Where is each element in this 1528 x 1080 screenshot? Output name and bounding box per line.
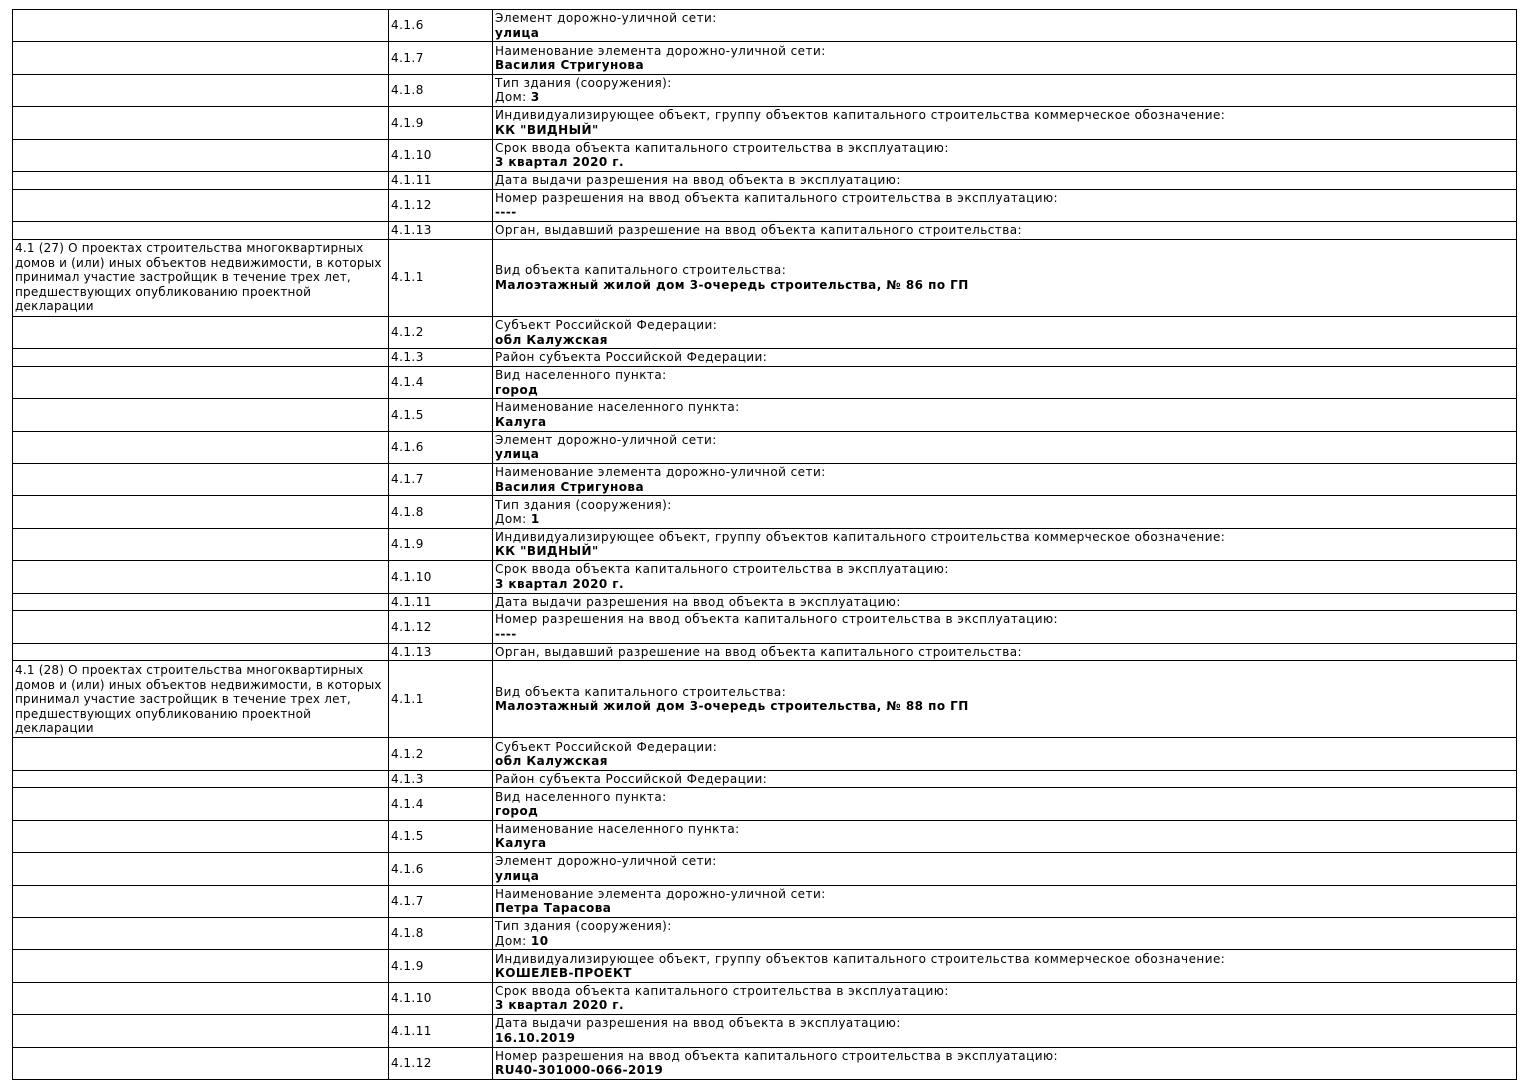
item-label: Орган, выдавший разрешение на ввод объекта капитального строительства: [495,644,1023,659]
section-cell [13,316,389,348]
item-label: Вид объекта капитального строительства: [495,684,787,699]
table-row [13,107,1517,139]
item-code: 4.1.3 [389,349,493,367]
item-content [493,239,1517,316]
item-label: Дата выдачи разрешения на ввод объекта в эксплуатацию: [495,173,901,187]
item-content [493,139,1517,171]
item-label: Элемент дорожно-уличной сети: [495,11,717,26]
item-code: 4.1.5 [389,399,493,431]
item-content [493,1015,1517,1047]
section-cell [13,463,389,495]
item-label: Номер разрешения на ввод объекта капитального строительства в эксплуатацию: [495,612,1059,627]
item-value: Василия Стригунова [495,479,645,494]
item-label: Тип здания (сооружения): [495,497,672,512]
item-value: ---- [495,205,517,220]
section-cell [13,221,389,239]
item-code: 4.1.1 [389,661,493,738]
section-cell [13,738,389,770]
item-content [493,189,1517,221]
table-row [13,528,1517,560]
table-row [13,1015,1517,1047]
item-content [493,917,1517,949]
item-content [493,366,1517,398]
item-content [493,593,1517,611]
item-content [493,74,1517,106]
table-row [13,399,1517,431]
item-content [493,463,1517,495]
item-value: Василия Стригунова [495,58,645,73]
item-label: Дата выдачи разрешения на ввод объекта в эксплуатацию: [495,1016,901,1031]
item-code: 4.1.7 [389,42,493,74]
document-page [12,9,1516,1080]
item-value-line [495,512,1516,527]
item-label: Индивидуализирующее объект, группу объектов капитального строительства коммерческое обозначение: [495,951,1226,966]
item-content [493,643,1517,661]
item-label: Наименование населенного пункта: [495,400,740,415]
table-row [13,770,1517,788]
section-title: 4.1 (27) О проектах строительства многоквартирных домов и (или) иных объектов недвижимости, в которых принимал участие застройщик в течение трех лет, предшествующих опубликованию проектной декларации [15,241,382,314]
table-row [13,593,1517,611]
section-cell [13,74,389,106]
item-label: Вид населенного пункта: [495,789,667,804]
item-code: 4.1.10 [389,139,493,171]
item-label: Район субъекта Российской Федерации: [495,350,768,365]
item-label: Орган, выдавший разрешение на ввод объекта капитального строительства: [495,222,1023,237]
item-code: 4.1.9 [389,950,493,982]
section-cell [13,820,389,852]
section-cell [13,349,389,367]
item-value: Петра Тарасова [495,901,612,916]
item-label: Срок ввода объекта капитального строительства в эксплуатацию: [495,983,949,998]
section-cell [13,1047,389,1079]
item-label: Срок ввода объекта капитального строительства в эксплуатацию: [495,562,949,577]
declaration-table [12,9,1517,1080]
item-value-line [495,934,1516,949]
item-content [493,738,1517,770]
item-label: Наименование элемента дорожно-уличной сети: [495,886,826,901]
item-value: КК "ВИДНЫЙ" [495,122,599,137]
item-value-prefix: Дом: [495,933,527,948]
section-cell [13,643,389,661]
item-label: Наименование элемента дорожно-уличной сети: [495,43,826,58]
item-value: 3 квартал 2020 г. [495,155,625,170]
item-code: 4.1.10 [389,561,493,593]
table-row [13,189,1517,221]
item-value-prefix: Дом: [495,90,527,105]
item-value: RU40-301000-066-2019 [495,1063,664,1078]
item-content [493,399,1517,431]
section-cell [13,885,389,917]
item-value: 1 [530,512,540,527]
table-row [13,561,1517,593]
table-row [13,950,1517,982]
item-value: 3 квартал 2020 г. [495,576,625,591]
item-code: 4.1.2 [389,316,493,348]
table-row [13,42,1517,74]
item-value: обл Калужская [495,332,608,347]
item-code: 4.1.11 [389,1015,493,1047]
item-content [493,431,1517,463]
item-value: Малоэтажный жилой дом 3-очередь строительства, № 88 по ГП [495,699,969,714]
section-cell [13,917,389,949]
table-row [13,643,1517,661]
item-code: 4.1.11 [389,593,493,611]
item-label: Вид объекта капитального строительства: [495,263,787,278]
table-row [13,349,1517,367]
table-row [13,171,1517,189]
item-label: Элемент дорожно-уличной сети: [495,432,717,447]
section-cell [13,788,389,820]
item-label: Тип здания (сооружения): [495,75,672,90]
item-code: 4.1.11 [389,171,493,189]
table-row [13,431,1517,463]
table-row [13,885,1517,917]
item-content [493,982,1517,1014]
item-value: обл Калужская [495,754,608,769]
table-row [13,366,1517,398]
item-code: 4.1.7 [389,463,493,495]
section-cell [13,853,389,885]
item-code: 4.1.8 [389,917,493,949]
item-content [493,661,1517,738]
section-cell [13,139,389,171]
item-content [493,885,1517,917]
table-row [13,10,1517,42]
item-label: Дата выдачи разрешения на ввод объекта в эксплуатацию: [495,594,901,609]
section-cell [13,561,389,593]
item-content [493,788,1517,820]
item-value: Калуга [495,414,547,429]
item-value: город [495,382,539,397]
item-content [493,561,1517,593]
section-cell [13,1015,389,1047]
item-label: Номер разрешения на ввод объекта капитального строительства в эксплуатацию: [495,190,1059,205]
item-content [493,10,1517,42]
item-label: Район субъекта Российской Федерации: [495,771,768,786]
section-title: 4.1 (28) О проектах строительства многоквартирных домов и (или) иных объектов недвижимости, в которых принимал участие застройщик в течение трех лет, предшествующих опубликованию проектной декларации [15,663,382,736]
item-value: Калуга [495,836,547,851]
item-code: 4.1.8 [389,496,493,528]
item-content [493,853,1517,885]
section-cell [13,10,389,42]
section-cell [13,171,389,189]
item-content [493,770,1517,788]
item-label: Субъект Российской Федерации: [495,318,718,333]
item-value: 16.10.2019 [495,1030,576,1045]
section-cell [13,496,389,528]
item-value: улица [495,25,540,40]
item-value: город [495,804,539,819]
item-content [493,611,1517,643]
item-value: улица [495,868,540,883]
item-value: 3 квартал 2020 г. [495,998,625,1013]
item-code: 4.1.6 [389,853,493,885]
table-row [13,74,1517,106]
item-code: 4.1.7 [389,885,493,917]
table-row [13,917,1517,949]
item-content [493,349,1517,367]
table-row [13,463,1517,495]
item-value: 10 [530,933,549,948]
item-code: 4.1.10 [389,982,493,1014]
table-row [13,1047,1517,1079]
item-label: Тип здания (сооружения): [495,919,672,934]
section-cell [13,982,389,1014]
table-row [13,853,1517,885]
table-row [13,661,1517,738]
item-label: Номер разрешения на ввод объекта капитального строительства в эксплуатацию: [495,1048,1059,1063]
item-content [493,171,1517,189]
item-value: КОШЕЛЕВ-ПРОЕКТ [495,966,632,981]
section-cell [13,239,389,316]
item-label: Индивидуализирующее объект, группу объектов капитального строительства коммерческое обозначение: [495,529,1226,544]
item-code: 4.1.12 [389,1047,493,1079]
item-label: Субъект Российской Федерации: [495,739,718,754]
item-content [493,1047,1517,1079]
section-cell [13,593,389,611]
item-content [493,42,1517,74]
item-code: 4.1.9 [389,528,493,560]
item-value: Малоэтажный жилой дом 3-очередь строительства, № 86 по ГП [495,277,969,292]
table-row [13,496,1517,528]
section-cell [13,107,389,139]
item-code: 4.1.3 [389,770,493,788]
table-row [13,611,1517,643]
item-label: Вид населенного пункта: [495,368,667,382]
section-cell [13,950,389,982]
section-cell [13,770,389,788]
item-code: 4.1.12 [389,611,493,643]
item-value-line [495,90,1516,105]
item-content [493,316,1517,348]
item-label: Индивидуализирующее объект, группу объектов капитального строительства коммерческое обозначение: [495,108,1226,123]
item-code: 4.1.4 [389,788,493,820]
section-cell [13,431,389,463]
section-cell [13,528,389,560]
item-content [493,107,1517,139]
item-content [493,820,1517,852]
item-value: КК "ВИДНЫЙ" [495,544,599,559]
section-cell [13,189,389,221]
item-value: ---- [495,626,517,641]
section-cell [13,42,389,74]
table-row [13,221,1517,239]
section-cell [13,399,389,431]
item-value: 3 [530,90,540,105]
item-code: 4.1.2 [389,738,493,770]
section-cell [13,661,389,738]
item-code: 4.1.4 [389,366,493,398]
item-code: 4.1.13 [389,643,493,661]
item-code: 4.1.12 [389,189,493,221]
item-value: улица [495,447,540,462]
declaration-table-body [13,10,1517,1080]
item-label: Срок ввода объекта капитального строительства в эксплуатацию: [495,140,949,155]
item-value-prefix: Дом: [495,512,527,527]
item-label: Наименование элемента дорожно-уличной сети: [495,465,826,480]
item-code: 4.1.9 [389,107,493,139]
table-row [13,788,1517,820]
item-code: 4.1.1 [389,239,493,316]
table-row [13,316,1517,348]
section-cell [13,611,389,643]
table-row [13,982,1517,1014]
table-row [13,820,1517,852]
item-label: Элемент дорожно-уличной сети: [495,854,717,869]
section-cell [13,366,389,398]
item-content [493,221,1517,239]
item-code: 4.1.5 [389,820,493,852]
table-row [13,139,1517,171]
item-content [493,528,1517,560]
item-code: 4.1.6 [389,10,493,42]
item-label: Наименование населенного пункта: [495,821,740,836]
table-row [13,239,1517,316]
item-content [493,496,1517,528]
table-row [13,738,1517,770]
item-code: 4.1.6 [389,431,493,463]
item-code: 4.1.8 [389,74,493,106]
item-code: 4.1.13 [389,221,493,239]
item-content [493,950,1517,982]
